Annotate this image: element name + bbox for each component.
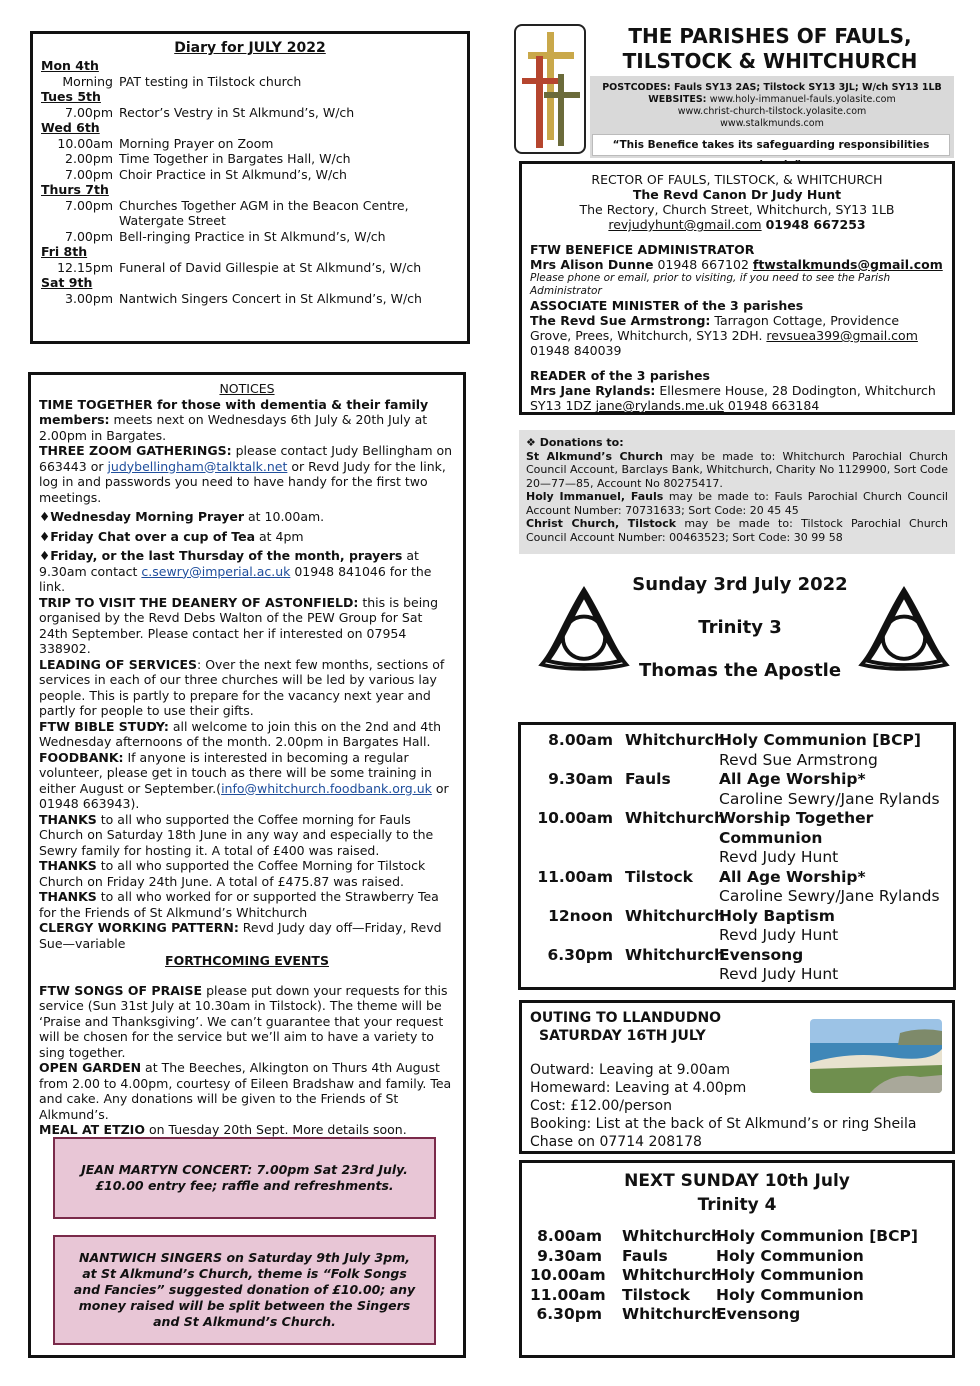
next-service-time: 6.30pm — [536, 1305, 602, 1323]
sunday-trinity: Trinity 3 — [698, 617, 782, 638]
diary-entry — [41, 229, 459, 245]
cross-icon — [516, 26, 584, 152]
diary-entry-time: 7.00pm — [65, 228, 113, 244]
diary-entry-text: Morning Prayer on Zoom — [119, 135, 274, 151]
nantwich-text: NANTWICH SINGERS on Saturday 9th July 3pm, at St Alkmund’s Church, theme is “Folk Songs and Fancies” suggested donation of £10.00; any money raised will be split between the Singers and St Alkmund’s Church. — [73, 1250, 416, 1329]
diary-entry-time: 7.00pm — [65, 166, 113, 182]
assoc-heading: ASSOCIATE MINISTER of the 3 parishes — [530, 298, 804, 313]
parish-title: THE PARISHES OF FAULS, TILSTOCK & WHITCHURCH — [622, 24, 918, 73]
service-time: 8.00am — [548, 731, 613, 749]
reader-heading: READER of the 3 parishes — [530, 368, 710, 383]
donation-fauls: Holy Immanuel, Fauls may be made to: Fauls Parochial Church Council Account Number: 70731633; Sort Code: 20 45 45 — [526, 490, 948, 517]
service-leader: Caroline Sewry/Jane Rylands — [719, 887, 940, 905]
next-service-row — [530, 1305, 944, 1325]
service-leader-row — [529, 751, 945, 771]
sunday-date: Sunday 3rd July 2022 — [632, 574, 848, 595]
next-service-time: 9.30am — [537, 1246, 602, 1265]
concert-box — [53, 1137, 436, 1219]
service-row — [529, 868, 945, 888]
service-place: Whitchurch — [625, 906, 725, 925]
next-service-name: Holy Communion — [716, 1266, 864, 1284]
admin-email-link[interactable]: ftwstalkmunds@gmail.com — [752, 257, 943, 272]
diary-entry-text: Rector’s Vestry in St Alkmund’s, W/ch — [119, 104, 355, 120]
service-leader-row — [529, 965, 945, 985]
notice-wed-prayer: ♦Wednesday Morning Prayer at 10.00am. — [39, 509, 325, 524]
notice-zoom: THREE ZOOM GATHERINGS: please contact Judy Bellingham on 663443 or judybellingham@talktalk.net or Revd Judy for the link, log in and passwords you need to have handy for the first two meetings. — [39, 443, 453, 505]
service-place: Tilstock — [625, 867, 693, 886]
llandudno-photo — [810, 1019, 942, 1093]
next-sunday-box — [519, 1160, 955, 1358]
outing-title-2: SATURDAY 16TH JULY — [539, 1028, 706, 1044]
notice-foodbank: FOODBANK: If anyone is interested in becoming a regular volunteer, please get in touch as there will be some training in either August or September.(info@whitchurch.foodbank.org.uk or 01948 663943). — [39, 749, 449, 811]
reader-line: Mrs Jane Rylands: Ellesmere House, 28 Dodington, Whitchurch SY13 1DZ jane@rylands.me.uk 01948 663184 — [530, 383, 936, 413]
outing-homeward: Homeward: Leaving at 4.00pm — [530, 1080, 747, 1096]
services-box — [518, 722, 956, 990]
donations-panel — [519, 430, 955, 554]
next-service-time: 11.00am — [530, 1285, 606, 1304]
notice-prayers: ♦Friday, or the last Thursday of the month, prayers at 9.30am contact c.sewry@imperial.ac.uk 01948 841046 for the link. — [39, 548, 432, 594]
diary-entry-time: 7.00pm — [65, 104, 113, 120]
events-title: FORTHCOMING EVENTS — [165, 953, 329, 968]
diary-day: Fri 8th — [41, 244, 88, 259]
diary-day: Thurs 7th — [41, 182, 109, 197]
service-name: Worship Together Communion — [719, 809, 874, 847]
diary-entry — [41, 151, 459, 167]
diary-entry-time: 10.00am — [57, 135, 113, 151]
next-sunday-trinity: Trinity 4 — [697, 1195, 777, 1215]
notice-thanks-fauls: THANKS to all who supported the Coffee morning for Fauls Church on Saturday 18th June in any way and especially to the Sewry family for hosting it. A total of £400 was raised. — [39, 811, 434, 858]
next-service-time: 8.00am — [537, 1227, 602, 1245]
diary-title: Diary for JULY 2022 — [174, 40, 326, 56]
diary-list — [41, 58, 459, 306]
rector-heading: RECTOR OF FAULS, TILSTOCK, & WHITCHURCH — [591, 172, 883, 187]
next-sunday-title: NEXT SUNDAY 10th July — [624, 1171, 850, 1191]
assoc-email-link[interactable]: revsuea399@gmail.com — [766, 328, 918, 343]
next-service-name: Holy Communion — [716, 1285, 864, 1304]
service-leader-row — [529, 926, 945, 946]
service-row — [529, 809, 945, 848]
assoc-phone: 01948 840039 — [530, 343, 622, 358]
website-stalkmunds[interactable]: www.stalkmunds.com — [720, 118, 824, 129]
postcodes: POSTCODES: Fauls SY13 2AS; Tilstock SY13 3JL; W/ch SY13 1LB — [602, 82, 942, 93]
service-time: 6.30pm — [547, 945, 613, 964]
diary-box — [30, 31, 470, 344]
diary-entry — [41, 198, 459, 229]
service-leader-row — [529, 887, 945, 907]
service-place: Whitchurch — [625, 731, 725, 749]
foodbank-email-link[interactable]: info@whitchurch.foodbank.org.uk — [221, 780, 432, 796]
service-name: All Age Worship* — [719, 867, 866, 886]
diary-day: Sat 9th — [41, 275, 93, 290]
outing-box — [519, 1000, 955, 1154]
next-service-row — [530, 1266, 944, 1286]
outing-cost: Cost: £12.00/person — [530, 1098, 672, 1114]
event-meal: MEAL AT ETZIO on Tuesday 20th Sept. More details soon. — [39, 1122, 407, 1137]
notice-fri-chat: ♦Friday Chat over a cup of Tea at 4pm — [39, 528, 304, 544]
service-leader: Revd Judy Hunt — [719, 965, 839, 983]
service-leader: Revd Judy Hunt — [719, 848, 839, 866]
service-leader-row — [529, 790, 945, 810]
next-services-list — [530, 1227, 944, 1325]
service-time: 10.00am — [537, 809, 613, 827]
notice-trip: TRIP TO VISIT THE DEANERY OF ASTONFIELD: this is being organised by the Revd Debs Walton of the PEW Group for Sat 24th September. Please contact her if interested on 07954 338902. — [39, 594, 439, 656]
concert-text: JEAN MARTYN CONCERT: 7.00pm Sat 23rd July. £10.00 entry fee; raffle and refreshments. — [81, 1162, 408, 1193]
notice-thanks-tilstock: THANKS to all who supported the Coffee Morning for Tilstock Church on Friday 24th June. A total of £475.87 was raised. — [39, 858, 426, 889]
next-service-row — [530, 1227, 944, 1247]
outing-outward: Outward: Leaving at 9.00am — [530, 1062, 731, 1078]
next-service-place: Fauls — [622, 1246, 668, 1265]
websites: WEBSITES: www.holy-immanuel-fauls.yolasite.com — [648, 94, 896, 105]
event-songs: FTW SONGS OF PRAISE please put down your requests for this service (Sun 31st July at 10.30am in Tilstock). The theme will be ‘Praise and Thanksgiving’. We can’t guarantee that your request will be chosen for the service but we’ll aim to have a variety to sing together. — [39, 982, 448, 1060]
diary-day: Mon 4th — [41, 58, 99, 73]
diary-entry-text: Funeral of David Gillespie at St Alkmund’s, W/ch — [119, 259, 422, 275]
outing-booking: Booking: List at the back of St Alkmund’s or ring Sheila Chase on 07714 208178 — [530, 1116, 917, 1150]
admin-note: Please phone or email, prior to visiting, if you need to see the Parish Administrator — [530, 272, 891, 297]
zoom-email-link[interactable]: judybellingham@talktalk.net — [107, 458, 288, 474]
diary-entry-time: 7.00pm — [65, 197, 113, 213]
service-name: Holy Baptism — [719, 906, 835, 925]
next-service-name: Evensong — [716, 1305, 801, 1323]
sunday-saint: Thomas the Apostle — [638, 660, 842, 681]
diary-entry-time: 2.00pm — [65, 151, 113, 166]
sunday-heading — [600, 572, 880, 701]
service-place: Whitchurch — [625, 809, 725, 827]
diary-entry — [41, 167, 459, 183]
admin-heading: FTW BENEFICE ADMINISTRATOR — [530, 242, 755, 257]
service-name: Evensong — [719, 945, 804, 964]
next-service-name: Holy Communion [BCP] — [716, 1227, 918, 1245]
service-row — [529, 770, 945, 790]
website-tilstock[interactable]: www.christ-church-tilstock.yolasite.com — [677, 106, 867, 117]
nantwich-box — [53, 1235, 436, 1345]
rector-email-link[interactable]: revjudyhunt@gmail.com — [608, 217, 762, 232]
donation-stalkmunds: St Alkmund’s Church may be made to: Whitchurch Parochial Church Council Account, Barclays Bank, Whitchurch, Charity No 1129900, Sort Code 20—77—85, Account No 80275417. — [526, 449, 949, 490]
service-leader: Revd Judy Hunt — [719, 926, 839, 944]
service-place: Fauls — [625, 770, 671, 788]
notice-clergy: CLERGY WORKING PATTERN: Revd Judy day off—Friday, Revd Sue—variable — [39, 920, 442, 951]
next-service-row — [530, 1247, 944, 1267]
service-leader-row — [529, 848, 945, 868]
diary-entry-text: Churches Together AGM in the Beacon Centre, Watergate Street — [119, 197, 409, 228]
rector-box — [519, 161, 955, 415]
service-place: Whitchurch — [625, 945, 725, 964]
diary-entry — [41, 74, 459, 90]
event-garden: OPEN GARDEN at The Beeches, Alkington on Thurs 4th August from 2.00 to 4.00pm, courtesy of Eileen Bradshaw and family. Tea and cake. Any donations will be given to the Friends of St Alkmund’s. — [39, 1060, 452, 1122]
notice-leading: LEADING OF SERVICES: Over the next few months, sections of services in each of our three churches will be led by various lay people. This is partly to prepare for the vacancy next year and partly for people to use their gifts. — [39, 656, 445, 718]
service-row — [529, 731, 945, 751]
service-name: All Age Worship* — [719, 770, 866, 788]
notice-time-together: TIME TOGETHER for those with dementia & their family members: meets next on Wednesdays 6th July & 20th July at 2.00pm in Bargates. — [39, 396, 429, 443]
website-fauls[interactable]: www.holy-immanuel-fauls.yolasite.com — [709, 94, 896, 105]
donations-heading: ❖ Donations to: — [526, 436, 624, 449]
safeguarding-statement: “This Benefice takes its safeguarding responsibilities — [592, 134, 950, 156]
sewry-email-link[interactable]: c.sewry@imperial.ac.uk — [141, 563, 291, 579]
notices-title: NOTICES — [219, 381, 275, 396]
diary-entry — [41, 105, 459, 121]
diary-day: Tues 5th — [41, 89, 101, 104]
service-time: 9.30am — [548, 770, 613, 788]
diary-entry-text: Nantwich Singers Concert in St Alkmund’s, W/ch — [119, 290, 422, 306]
rector-contact: revjudyhunt@gmail.com 01948 667253 — [608, 217, 866, 232]
diary-entry-time: 3.00pm — [65, 290, 113, 306]
next-service-place: Whitchurch — [622, 1305, 722, 1323]
service-name: Holy Communion [BCP] — [719, 731, 921, 749]
diary-entry-text: PAT testing in Tilstock church — [119, 73, 302, 89]
diary-entry-text: Choir Practice in St Alkmund’s, W/ch — [119, 166, 347, 182]
triquetra-icon — [856, 582, 952, 678]
notice-bible-study: FTW BIBLE STUDY: all welcome to join this on the 2nd and 4th Wednesday afternoons of the month. 2.00pm in Bargates Hall. — [39, 718, 442, 749]
service-row — [529, 907, 945, 927]
next-service-place: Tilstock — [622, 1285, 690, 1304]
services-list — [529, 731, 945, 985]
diary-entry-text: Bell-ringing Practice in St Alkmund’s, W/ch — [119, 228, 386, 244]
next-service-name: Holy Communion — [716, 1246, 864, 1265]
service-leader: Revd Sue Armstrong — [719, 750, 878, 769]
outing-title-1: OUTING TO LLANDUDNO — [530, 1010, 722, 1026]
service-leader: Caroline Sewry/Jane Rylands — [719, 789, 940, 808]
next-service-time: 10.00am — [530, 1266, 606, 1284]
reader-email-link[interactable]: jane@rylands.me.uk — [595, 398, 724, 413]
parish-cross-logo — [514, 24, 586, 154]
rector-name: The Revd Canon Dr Judy Hunt — [632, 187, 842, 202]
next-service-place: Whitchurch — [622, 1266, 722, 1284]
diary-entry — [41, 291, 459, 307]
notices-box — [28, 372, 466, 1358]
donation-tilstock: Christ Church, Tilstock may be made to: Tilstock Parochial Church Council Account Number: 00463523; Sort Code: 30 99 58 — [526, 517, 948, 544]
diary-entry-time: Morning — [62, 73, 113, 89]
rector-address: The Rectory, Church Street, Whitchurch, SY13 1LB — [579, 202, 895, 217]
service-row — [529, 946, 945, 966]
service-time: 12noon — [548, 906, 613, 925]
notice-thanks-strawberry: THANKS to all who worked for or supported the Strawberry Tea for the Friends of St Alkmund’s Whitchurch — [39, 889, 439, 920]
next-service-place: Whitchurch — [622, 1227, 722, 1245]
diary-entry-text: Time Together in Bargates Hall, W/ch — [119, 151, 351, 166]
assoc-line: The Revd Sue Armstrong: Tarragon Cottage, Providence Grove, Prees, Whitchurch, SY13 2DH. revsuea399@gmail.com — [530, 313, 918, 343]
diary-entry — [41, 136, 459, 152]
next-service-row — [530, 1286, 944, 1306]
admin-line: Mrs Alison Dunne 01948 667102 ftwstalkmunds@gmail.com — [530, 257, 943, 272]
diary-entry — [41, 260, 459, 276]
diary-day: Wed 6th — [41, 120, 100, 135]
service-time: 11.00am — [537, 867, 613, 886]
diary-entry-time: 12.15pm — [57, 259, 113, 275]
